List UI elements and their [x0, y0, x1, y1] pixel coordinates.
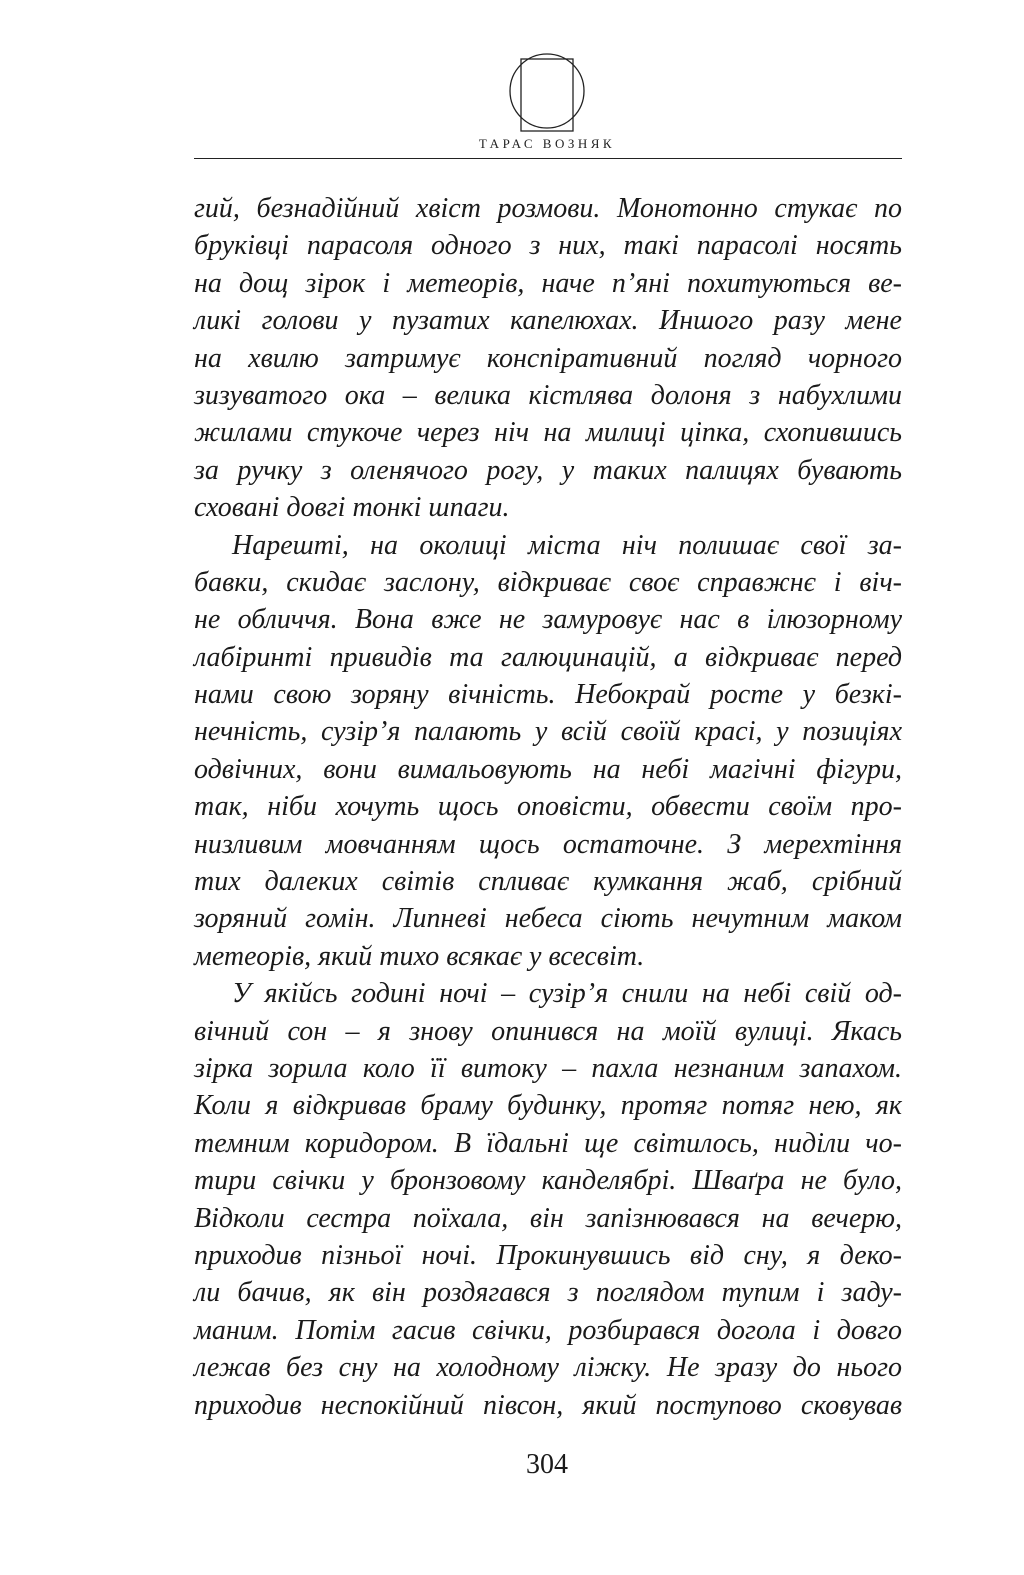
text-line: за ручку з оленячого рогу, у таких палицях бувають	[194, 454, 902, 486]
header-rule	[194, 158, 902, 159]
text-line: на дощ зірок і метеорів, наче п’яні похитуються ве-	[194, 267, 902, 299]
text-line: сховані довгі тонкі шпаги.	[194, 492, 510, 524]
text-line: нами свою зоряну вічність. Небокрай росте у безкі-	[194, 679, 902, 711]
text-line: ликі голови у пузатих капелюхах. Иншого разу мене	[194, 305, 902, 337]
text-line: метеорів, який тихо всякає у всесвіт.	[194, 940, 645, 972]
text-line: так, ніби хочуть щось оповісти, обвести своїм про-	[194, 791, 902, 823]
text-line: лежав без сну на холодному ліжку. Не зразу до нього	[194, 1352, 902, 1384]
text-line: приходив пізньої ночі. Прокинувшись від сну, я деко-	[194, 1239, 902, 1271]
text-line: зоряний гомін. Липневі небеса сіють нечутним маком	[194, 903, 902, 935]
text-line: Коли я відкривав браму будинку, протяг потяг нею, як	[194, 1090, 902, 1122]
text-line: низливим мовчанням щось остаточне. З мерехтіння	[194, 828, 902, 860]
text-line: вічний сон – я знову опинився на моїй вулиці. Якась	[194, 1015, 902, 1047]
circle-square-emblem-icon	[509, 49, 585, 135]
text-line: зизуватого ока – велика кістлява долоня з набухлими	[194, 379, 902, 411]
text-line: жилами стукоче через ніч на милиці ціпка, схопившись	[194, 417, 902, 449]
text-line: Нарешті, на околиці міста ніч полишає свої за-	[232, 529, 902, 561]
body-text	[194, 190, 902, 1424]
text-line: У якійсь годині ночі – сузір’я снили на небі свій од-	[232, 978, 902, 1010]
text-line: зірка зорила коло її витоку – пахла незнаним запахом.	[194, 1052, 902, 1084]
text-line: темним коридором. В їдальні ще світилось, ниділи чо-	[194, 1127, 902, 1159]
text-line: бруківці парасоля одного з них, такі парасолі носять	[194, 230, 902, 262]
running-header-author: ТАРАС ВОЗНЯК	[478, 136, 616, 151]
text-line: тих далеких світів спливає кумкання жаб, срібний	[194, 866, 902, 898]
text-line: маним. Потім гасив свічки, розбирався догола і довго	[194, 1314, 902, 1346]
text-line: тири свічки у бронзовому канделябрі. Шваґра не було,	[194, 1165, 902, 1197]
text-line: гий, безнадійний хвіст розмови. Монотонно стукає по	[194, 193, 902, 224]
text-line: одвічних, вони вимальовують на небі магічні фігури,	[194, 753, 902, 785]
text-line: ли бачив, як він роздягався з поглядом тупим і заду-	[194, 1277, 902, 1309]
page-number: 304	[526, 1449, 568, 1480]
text-line: приходив неспокійний півсон, який поступово сковував	[194, 1389, 902, 1421]
text-line: на хвилю затримує конспіративний погляд чорного	[194, 342, 902, 374]
text-line: Відколи сестра поїхала, він запізнювався на вечерю,	[194, 1202, 902, 1234]
text-line: не обличчя. Вона вже не замуровує нас в ілюзорному	[194, 604, 902, 636]
text-line: нечність, сузір’я палають у всій своїй красі, у позиціях	[194, 716, 902, 748]
text-line: лабіринті привидів та галюцинацій, а відкриває перед	[194, 641, 902, 673]
text-line: бавки, скидає заслону, відкриває своє справжнє і віч-	[194, 566, 902, 598]
